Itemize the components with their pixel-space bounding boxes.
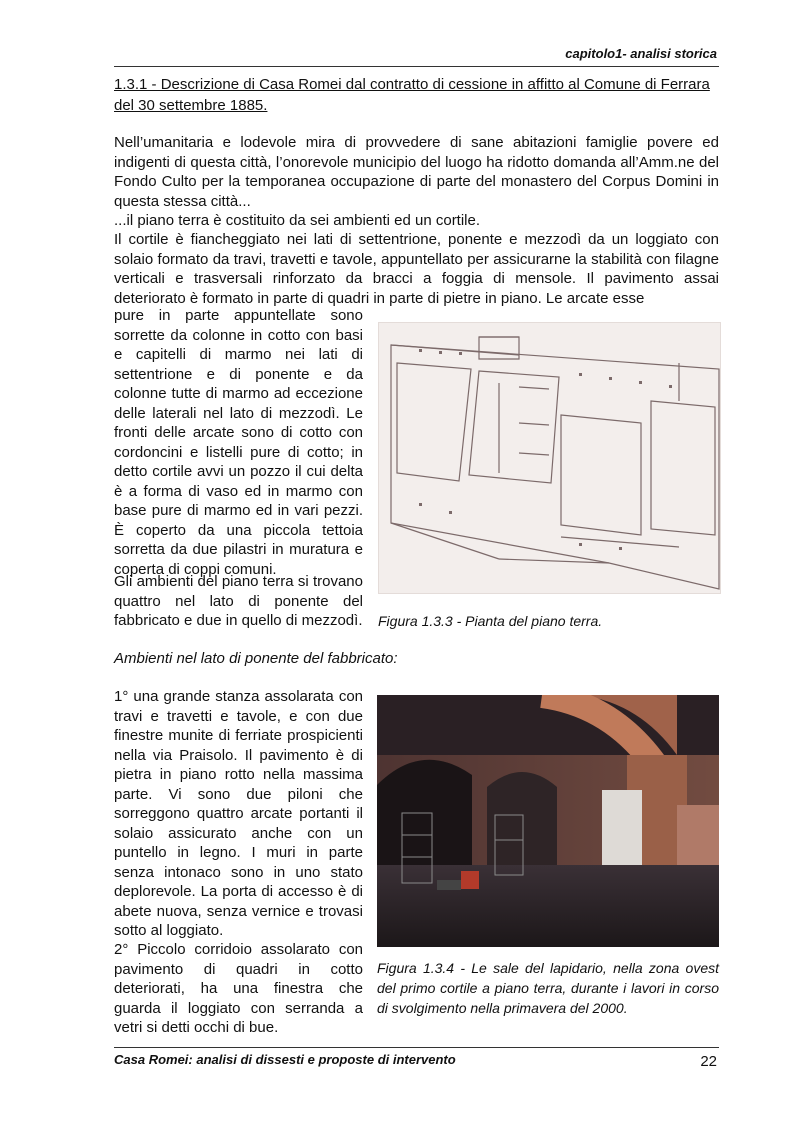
- plan-column: [639, 381, 642, 384]
- plan-column: [669, 385, 672, 388]
- figure-caption-plan: Figura 1.3.3 - Pianta del piano terra.: [378, 613, 603, 629]
- plan-room-center: [469, 371, 559, 483]
- plan-room-west: [397, 363, 471, 481]
- photo-left-arch: [377, 760, 472, 865]
- paragraph-rooms: Gli ambienti del piano terra si trovano quattro nel lato di ponente del fabbricato e due in quello di mezzodì.: [114, 573, 363, 629]
- figure-caption-photo: Figura 1.3.4 - Le sale del lapidario, nella zona ovest del primo cortile a piano terra, durante i lavori in corso di svolgimento nella primavera del 2000.: [377, 960, 719, 1016]
- paragraph-ground-floor: ...il piano terra è costituito da sei ambienti ed un cortile.: [114, 212, 481, 229]
- plan-wall: [519, 387, 549, 389]
- subheading-west-rooms: Ambienti nel lato di ponente del fabbricato:: [114, 650, 398, 667]
- photo-middle-arch: [487, 772, 557, 865]
- paragraph-courtyard-cont: pure in parte appuntellate sono sorrette da colonne in cotto con basi e capitelli di marmo nei lati di settentrione e di ponente e da colonne tutte di marmo ad eccezione delle laterali nel lato di mezzodì. Le fronti delle arcate sono di cotto con cordoncini e listelli pure di cotto; in detto cortile avvi un pozzo il cui delta è a forma di vaso ed in marmo con base pure di marmo ed in vari pezzi. È coperto da una piccola tettoia sorretta da due pilastri in muratura e coperta di coppi comuni.: [114, 307, 363, 578]
- paragraph-room-2: 2° Piccolo corridoio assolarato con pavimento di quadri in cotto deteriorati, ha una finestra che guarda il loggiato con serranda a vetri si detti occhi di bue.: [114, 941, 363, 1036]
- plan-column: [419, 349, 422, 352]
- photo-floor-object: [437, 880, 461, 890]
- plan-room-east: [651, 401, 715, 535]
- paragraph-intro: Nell’umanitaria e lodevole mira di provvedere di sane abitazioni famiglie povere ed indigenti di questa città, l’onorevole municipio del luogo ha ridotto domanda all’Amm.ne del Fondo Culto per la temporanea occupazione di parte del monastero del Corpus Domini in questa stessa città...: [114, 134, 719, 210]
- plan-wall: [391, 345, 519, 355]
- plan-column: [609, 377, 612, 380]
- plan-column: [619, 547, 622, 550]
- header-rule: [114, 66, 719, 67]
- plan-outline: [391, 345, 719, 589]
- plan-courtyard: [561, 415, 641, 535]
- plan-wall: [519, 423, 549, 425]
- plan-column: [439, 351, 442, 354]
- paragraph-room-1: 1° una grande stanza assolarata con travi e travetti e tavole, e con due finestre munite di ferriate prospicienti nella via Praisolo. Il pavimento è di pietra in piano rotto nella massima parte. Vi sono due piloni che sorreggono quattro arcate portanti il solaio assicurato anche con un puntello in legno. I muri in parte senza intonaco sono in uno stato deplorevole. La porta di accesso è di abete nuova, senza vernice e trovasi sotto al loggiato.: [114, 688, 363, 939]
- lapidary-hall-photo: [377, 695, 719, 947]
- plan-wall: [391, 523, 499, 559]
- floor-plan-drawing: [379, 323, 720, 593]
- footer-rule: [114, 1047, 719, 1048]
- lapidary-hall-drawing: [377, 695, 719, 947]
- plan-column: [579, 373, 582, 376]
- plan-column: [419, 503, 422, 506]
- plan-stair: [479, 337, 519, 359]
- plan-wall: [561, 537, 679, 547]
- plan-column: [579, 543, 582, 546]
- photo-red-equipment: [461, 871, 479, 889]
- section-title: 1.3.1 - Descrizione di Casa Romei dal contratto di cessione in affitto al Comune di Ferrara del 30 settembre 1885.: [114, 76, 710, 114]
- plan-column: [459, 352, 462, 355]
- page-number: 22: [700, 1053, 717, 1070]
- paragraph-courtyard: Il cortile è fiancheggiato nei lati di settentrione, ponente e mezzodì da un loggiato con solaio formato da travi, travetti e tavole, appuntellato per assicurarne la stabilità con filagne verticali e trasversali rinforzato da bracci a foggia di mensole. Il pavimento assai deteriorato è formato in parte di quadri in parte di pietre in piano. Le arcate esse: [114, 231, 719, 307]
- chapter-header: capitolo1- analisi storica: [565, 46, 717, 61]
- floor-plan-image: [378, 322, 721, 594]
- plan-column: [449, 511, 452, 514]
- plan-wall: [519, 453, 549, 455]
- photo-floor: [377, 865, 719, 947]
- footer-title: Casa Romei: analisi di dissesti e proposte di intervento: [114, 1052, 456, 1067]
